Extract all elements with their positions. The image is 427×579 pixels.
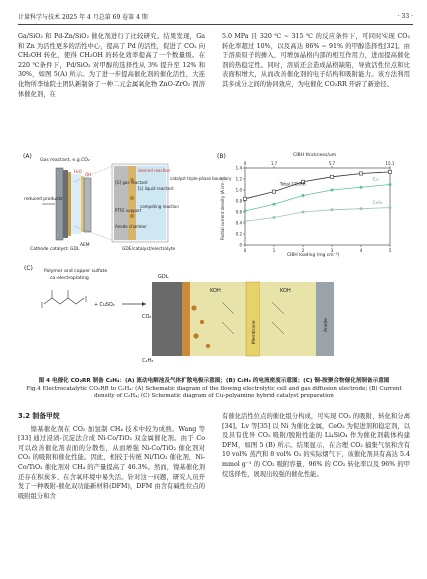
y-tick-label: 0.4 — [235, 220, 242, 226]
x-tick-label: 2 — [301, 248, 305, 253]
series-line — [245, 185, 390, 211]
paragraph: Ga/SiO₂ 和 Pd-Zn/SiO₂ 催化剂进行了比较研究。结果发现，Ga 和 Zn 为活性更多的活性中心，提高了 Pd 的活性，促进了 CO₂ 向 CH₃OH 转化，使得 CH₃OH 的转化效率提高了一个数量级。在 220 ℃条件下，Pd/SiO₂ 对甲醇的选择性从 3% 提升至 12% 和 30%，如图 5(A) 所示。为了进一步提高催化剂的催化活性，大连化物所李灿院士团队新制备了一种二元金属氧化物 ZnO-ZrO₂ 固溶体催化剂，在 — [18, 33, 205, 98]
series-label-total: Total CO₂RR — [279, 182, 306, 188]
aem-label: AEM — [80, 243, 90, 248]
data-point — [389, 206, 392, 209]
anode-label: Anode — [324, 318, 329, 332]
journal-title: 计量科学与技术 2025 年 4 月总第 69 卷第 4 期 — [18, 13, 148, 21]
anode-chamber-label: Anode chamber — [115, 224, 147, 229]
series-label-c2plus: C₂₊ — [372, 177, 380, 183]
figure-caption-zh: 图 4 电催化 CO₂RR 制备 C₂H₄：(A) 流动电解池及气体扩散电极示意图；(B) C₂H₄ 的电流密度示意图；(C) 铜-胺聚合物催化剂制备示意图 — [38, 378, 390, 384]
y-tick-label: 0.8 — [235, 198, 242, 204]
reaction-arrowhead — [142, 302, 146, 306]
right-column-top — [222, 32, 410, 90]
cathode-plate — [56, 168, 63, 240]
page-header — [18, 10, 413, 25]
chart-plot-area — [236, 161, 395, 253]
polyamine-structure — [42, 290, 86, 308]
figure-c-catalyst-preparation — [22, 262, 407, 370]
top-tick-label: 1.7 — [270, 161, 278, 166]
figure-c-label: (C) — [24, 265, 33, 272]
top-tick-label: 15.1 — [385, 161, 395, 166]
data-point — [272, 190, 275, 193]
right-column-bottom — [222, 412, 410, 479]
data-point — [273, 203, 276, 206]
page-number: · 33 · — [397, 12, 413, 20]
cuso4-label: + CuSO₄ — [94, 303, 115, 308]
competing-reaction-label: competing reaction — [140, 204, 179, 209]
data-point — [244, 209, 247, 212]
data-point — [359, 172, 362, 175]
y-axis-title: Partial current density (A cm⁻²) — [220, 177, 225, 240]
y-tick-label: 1.0 — [235, 187, 242, 193]
co2-label: CO₂ — [142, 314, 152, 320]
data-point — [388, 170, 391, 173]
y-tick-label: 0 — [239, 242, 242, 248]
koh-right-label: KOH — [280, 288, 291, 294]
electrolyte-chamber — [71, 174, 81, 234]
top-tick-label: 5.7 — [328, 161, 336, 166]
catalyst-tpb-label: catalyst triple-phase boundary — [170, 176, 232, 181]
liquid-reactant-l-label: [L] liquid reactant — [138, 186, 174, 191]
data-point — [302, 194, 305, 197]
x-tick-label: 5 — [388, 248, 392, 253]
figure-a-label: (A) — [23, 153, 32, 160]
series-line — [245, 208, 390, 222]
section-title: 3.2 制备甲烷 — [18, 412, 60, 420]
data-point — [243, 197, 246, 200]
data-point — [330, 175, 333, 178]
coelectroplating-label: co-electroplating — [50, 276, 89, 281]
catalyst-particle — [130, 196, 134, 200]
left-column-bottom — [18, 412, 205, 501]
figure-b-label: (B) — [217, 153, 226, 160]
series-line — [245, 172, 390, 199]
membrane-label: Membrane — [252, 320, 257, 344]
aem-membrane — [81, 176, 84, 232]
data-point — [389, 183, 392, 186]
top-tick-label: 0 — [243, 161, 247, 166]
y-tick-label: 0.6 — [235, 209, 242, 215]
data-point — [331, 208, 334, 211]
data-point — [244, 220, 247, 223]
gde-label: GDE/catalyst/electrolyte — [122, 247, 176, 252]
gdl-layer — [63, 170, 68, 238]
catalyst-layer — [68, 172, 71, 236]
data-point — [302, 211, 305, 214]
gdl-label: GDL — [158, 274, 169, 280]
h2o-label: H₂O — [74, 169, 82, 174]
reduced-products-label: reduced products — [24, 197, 63, 202]
paragraph: 5.0 MPa 且 320 ℃ ~ 315 ℃ 的反应条件下，可同时实现 CO₂ 转化率超过 10%，以及高达 86% ~ 91% 的甲醇选择性[32]。由于溶质原子的掺入，可增加晶格内部的相互作用力，进而提高催化剂的热稳定性。同时，溶质还会造成晶格缺陷，导致活性位点和比表面积增大，从而改善催化剂的电子结构和吸附能力。该方法利用其多成分之间的协同效应，为电催化 CO₂RR 开辟了新途径。 — [222, 33, 410, 88]
catalyst-film — [182, 282, 190, 356]
data-point — [331, 189, 334, 192]
ptfe-support-label: PTFE support — [115, 208, 142, 213]
top-axis-title: CIBH thickness/um — [293, 153, 337, 158]
desired-reaction-label: desired reaction — [138, 168, 171, 173]
cathode-label: Cathode catalyst: GDL — [30, 247, 80, 252]
paragraph: 镍基催化剂在 CO₂ 加氢制 CH₄ 技术中较为成熟。Wang 等[33] 通过浸渍-沉淀法合成 Ni-Co/TiO₂ 双金属催化剂。由于 Co 可以改善催化剂表面的分散性，从而增强 Ni-Co/TiO₂ 催化剂对 CO₂ 的吸附和催化性能。因此，相较于传统 Ni/TiO₂ 催化剂，Ni-Co/TiO₂ 催化剂对 CH₄ 的产量提高了 46.3%。然而，镍基催化剂还存在积炭多、在含氧环境中易失活。针对这一问题，研究人员开发了一种吸附-催化双功能新材料(DFM)，DFM 由含有碱性位点的吸附组分和含 — [18, 425, 205, 500]
series-label-c2h4: C₂H₄ — [372, 200, 383, 206]
y-tick-label: 1.2 — [235, 176, 242, 182]
anode-plate — [84, 178, 91, 232]
x-axis-title: CIBH loading (mg cm⁻²) — [287, 253, 340, 258]
gas-reactant-label: Gas reactant, e.g.CO₂ — [40, 158, 90, 163]
catalyst-particle — [130, 214, 134, 218]
x-tick-label: 0 — [243, 248, 247, 253]
x-tick-label: 4 — [359, 248, 363, 253]
left-column-top — [18, 32, 205, 99]
paragraph: 有催化活性位点的催化组分构成，可实现 CO₂ 的吸附、转化和分离[34]。Lv 等[35] 以 Ni 为催化金属，CeO₂ 为促进剂和稳定剂，以及具有优异 CO₂ 吸附/脱附性能的 Li₄SiO₄ 作为催化剂载体构建 DFM，如图 5 (B) 所示。结果显示，在合理 CO₂ 捕集气氛和含有 10 vol% 蒸汽和 8 vol% O₂ 的实际烟气下，该催化剂具有高达 5.4 mmol g⁻¹ 的 CO₂ 吸附容量、96% 的 CO₂ 转化率以及 96% 的甲烷选择性，展现出较强的催化性能。 — [222, 413, 410, 478]
c2h4-label: C₂H₄ — [142, 358, 154, 364]
figure-caption-en: Fig.4 Electrocatalytic CO₂RR to C₂H₄: (A) Schematic diagram of the flowing electrolytic cell and gas diffusion electrode; (B) Current density of C₂H₄; (C) Schematic diagram of Cu-polyamine hybrid catalyst preparation — [26, 386, 402, 400]
gas-reactant-g-label: [G] gas reactant — [115, 180, 148, 185]
data-point — [360, 186, 363, 189]
koh-left-label: KOH — [210, 288, 221, 294]
data-point — [273, 216, 276, 219]
y-tick-label: 0.2 — [235, 231, 242, 237]
y-tick-label: 1.4 — [235, 165, 242, 171]
data-point — [360, 207, 363, 210]
x-tick-label: 3 — [330, 248, 334, 253]
polymer-label: Polymer and copper sulfate — [44, 269, 108, 274]
oh-label: OH — [85, 172, 92, 177]
gdl-block — [152, 282, 182, 356]
x-tick-label: 1 — [272, 248, 276, 253]
figure-b-current-density-chart — [215, 150, 405, 258]
